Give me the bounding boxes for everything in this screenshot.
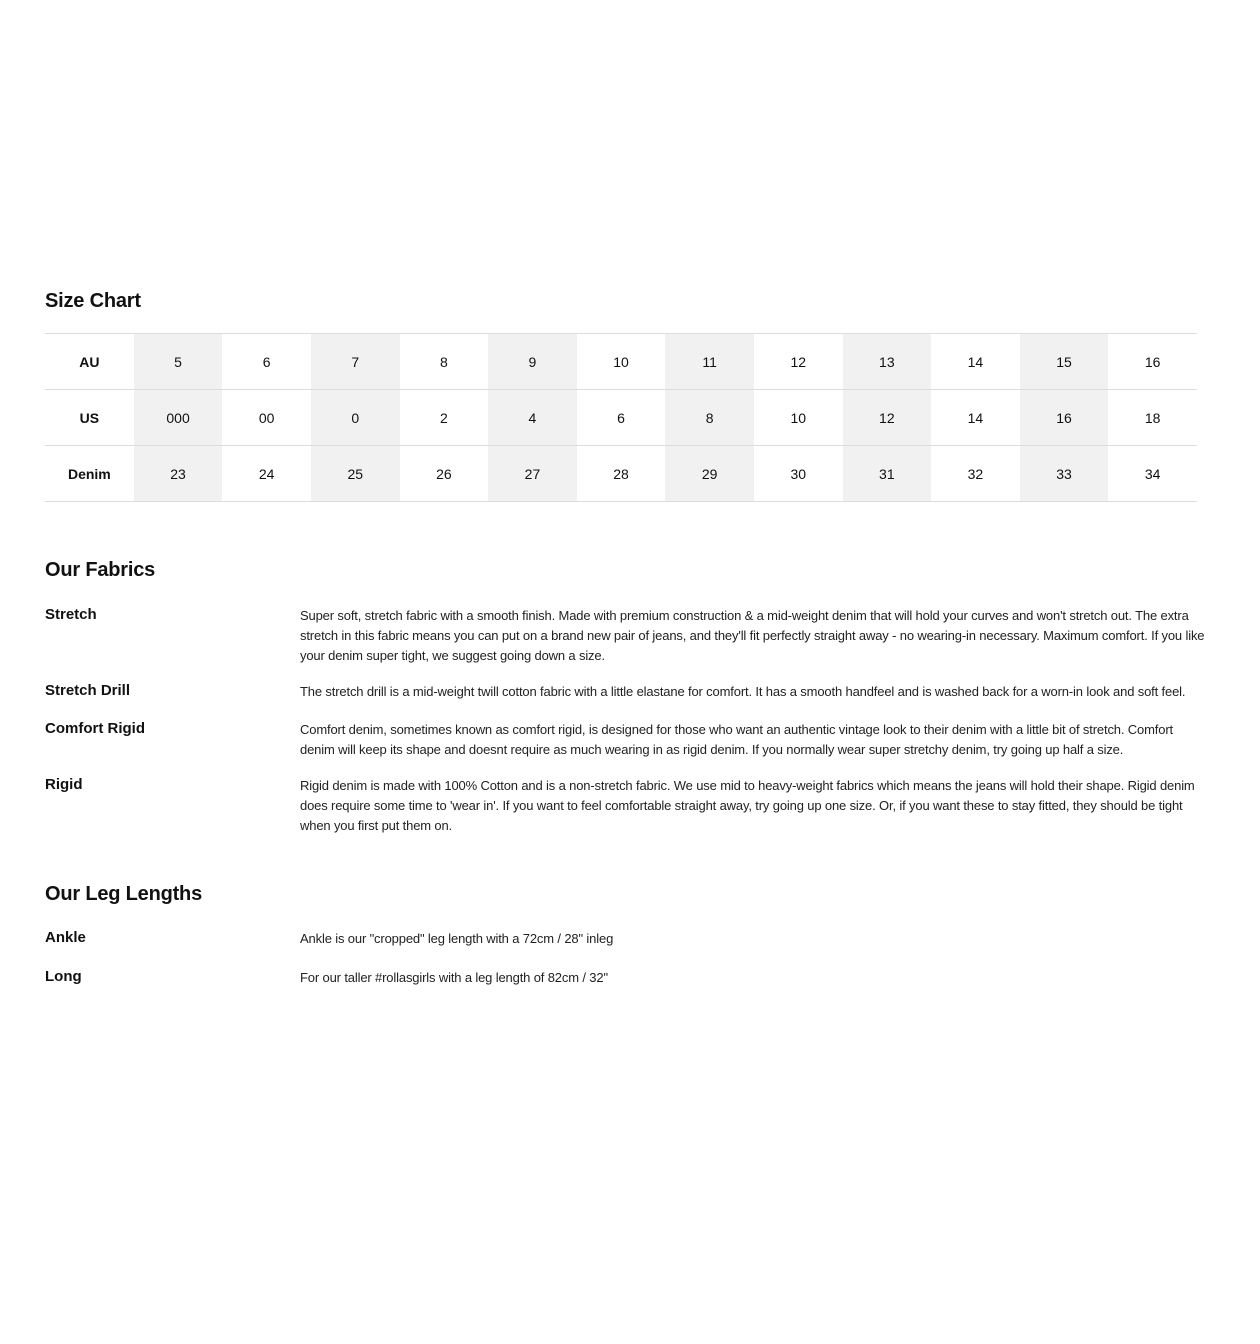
size-cell: 33 xyxy=(1020,446,1109,502)
size-cell: 34 xyxy=(1108,446,1197,502)
size-cell: 25 xyxy=(311,446,400,502)
size-cell: 24 xyxy=(222,446,311,502)
size-cell: 10 xyxy=(754,390,843,446)
row-label: Denim xyxy=(45,446,134,502)
row-label: US xyxy=(45,390,134,446)
size-cell: 31 xyxy=(843,446,932,502)
leg-description: Ankle is our "cropped" leg length with a 72cm / 28" inleg xyxy=(300,931,614,946)
size-cell: 7 xyxy=(311,334,400,390)
size-cell: 2 xyxy=(400,390,489,446)
leg-description: For our taller #rollasgirls with a leg length of 82cm / 32" xyxy=(300,970,608,985)
fabric-description: Comfort denim, sometimes known as comfort rigid, is designed for those who want an authentic vintage look to their denim with a little bit of stretch. Comfort denim will keep its shape and doesnt require as much wearing in as rigid denim. If you normally wear super stretchy denim, try going up half a size. xyxy=(300,722,1173,757)
size-row-au xyxy=(45,334,1197,390)
fabric-term: Stretch Drill xyxy=(45,682,131,699)
size-cell: 9 xyxy=(488,334,577,390)
size-cell: 26 xyxy=(400,446,489,502)
size-row-us xyxy=(45,390,1197,446)
size-cell: 23 xyxy=(134,446,223,502)
size-cell: 16 xyxy=(1020,390,1109,446)
size-cell: 15 xyxy=(1020,334,1109,390)
size-cell: 00 xyxy=(222,390,311,446)
size-cell: 28 xyxy=(577,446,666,502)
size-cell: 8 xyxy=(665,390,754,446)
fabric-description: Rigid denim is made with 100% Cotton and is a non-stretch fabric. We use mid to heavy-weight fabrics which means the jeans will hold their shape. Rigid denim does require some time to 'wear in'. If you want to feel comfortable straight away, try going up one size. Or, if you want these to stay fitted, they should be tight when you first put them on. xyxy=(300,778,1195,833)
fabric-description: The stretch drill is a mid-weight twill cotton fabric with a little elastane for comfort. It has a smooth handfeel and is washed back for a worn-in look and soft feel. xyxy=(300,684,1186,699)
size-chart-table xyxy=(45,333,1197,502)
size-cell: 11 xyxy=(665,334,754,390)
leg-lengths-title: Our Leg Lengths xyxy=(45,883,203,905)
size-cell: 27 xyxy=(488,446,577,502)
size-cell: 14 xyxy=(931,390,1020,446)
size-cell: 13 xyxy=(843,334,932,390)
size-cell: 16 xyxy=(1108,334,1197,390)
leg-term: Ankle xyxy=(45,929,86,946)
size-cell: 14 xyxy=(931,334,1020,390)
size-cell: 32 xyxy=(931,446,1020,502)
size-cell: 0 xyxy=(311,390,400,446)
size-cell: 6 xyxy=(222,334,311,390)
size-cell: 6 xyxy=(577,390,666,446)
size-chart-title: Size Chart xyxy=(45,290,141,312)
size-cell: 10 xyxy=(577,334,666,390)
size-row-denim xyxy=(45,446,1197,502)
fabric-term: Rigid xyxy=(45,776,83,793)
size-cell: 4 xyxy=(488,390,577,446)
fabric-description: Super soft, stretch fabric with a smooth finish. Made with premium construction & a mid-weight denim that will hold your curves and won't stretch out. The extra stretch in this fabric means you can put on a brand new pair of jeans, and they'll fit perfectly straight away - no wearing-in necessary. Maximum comfort. If you like your denim super tight, we suggest going down a size. xyxy=(300,608,1205,663)
fabric-term: Comfort Rigid xyxy=(45,720,145,737)
size-cell: 5 xyxy=(134,334,223,390)
size-cell: 000 xyxy=(134,390,223,446)
row-label: AU xyxy=(45,334,134,390)
leg-term: Long xyxy=(45,968,82,985)
size-cell: 29 xyxy=(665,446,754,502)
fabrics-title: Our Fabrics xyxy=(45,559,156,581)
fabric-term: Stretch xyxy=(45,606,97,623)
size-cell: 12 xyxy=(843,390,932,446)
size-cell: 30 xyxy=(754,446,843,502)
size-cell: 18 xyxy=(1108,390,1197,446)
size-cell: 8 xyxy=(400,334,489,390)
size-cell: 12 xyxy=(754,334,843,390)
